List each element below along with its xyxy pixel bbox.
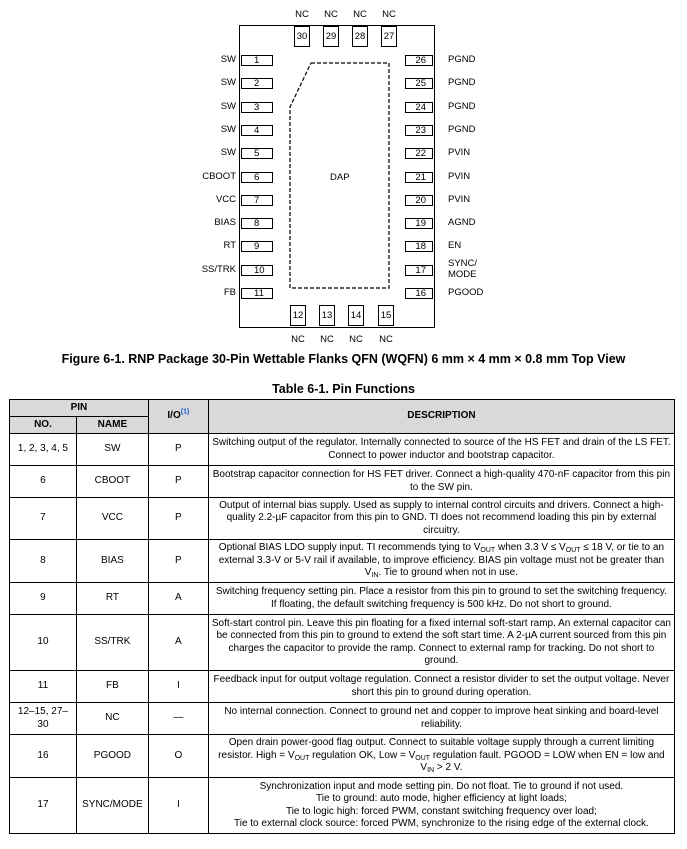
pin-22: 22 xyxy=(405,148,433,159)
pin-1: 1 xyxy=(241,55,273,66)
pin-10: 10 xyxy=(241,265,273,276)
pin-24: 24 xyxy=(405,102,433,113)
pin-4: 4 xyxy=(241,125,273,136)
description-text: regulation OK, Low = V xyxy=(309,749,416,761)
description-text: Soft-start control pin. Leave this pin floating for a fixed internal soft-start ramp. An external capacitor can be connected from this pin to ground to extend the soft start time. A 2-µA current sourced from this pin charges the capacitor to provide the ramp. Connect to external ramp for tracking. Do not short to ground. xyxy=(211,617,671,666)
figure-caption: Figure 6-1. RNP Package 30-Pin Wettable Flanks QFN (WQFN) 6 mm × 4 mm × 0.8 mm Top View xyxy=(61,352,626,366)
description-text: . Tie to ground when not in use. xyxy=(378,567,519,579)
pin-30: 30 xyxy=(294,26,310,47)
pin-20: 20 xyxy=(405,195,433,206)
pin-3: 3 xyxy=(241,102,273,113)
cell-io: P xyxy=(148,540,208,583)
description-text: ≤ 18 V, or tie to an external 3.3-V or 5-V rail if available, to improve efficiency. BIAS pin voltage must not be greater than V xyxy=(218,542,665,579)
cell-io: A xyxy=(148,583,208,615)
description-text: Open drain power-good flag output. Connect to suitable voltage supply through a current limiting resistor. High = V xyxy=(218,737,655,761)
subscript: OUT xyxy=(480,547,496,555)
pin-name-left: FB xyxy=(223,287,236,298)
pin-name-right: PGOOD xyxy=(448,287,484,298)
pin-name-left: SS/TRK xyxy=(201,263,236,275)
cell-name: NC xyxy=(76,703,148,735)
description-text: > 2 V. xyxy=(434,762,463,774)
cell-description xyxy=(208,671,674,703)
cell-io: P xyxy=(148,466,208,498)
cell-no: 9 xyxy=(10,583,77,615)
cell-name: RT xyxy=(76,583,148,615)
footnote-link[interactable]: (1) xyxy=(180,408,190,416)
pin-name-right: SYNC/ MODE xyxy=(448,257,478,280)
nc-label: NC xyxy=(295,9,309,20)
pin-name-right: PGND xyxy=(448,100,476,112)
table-row xyxy=(10,703,675,735)
table-caption: Table 6-1. Pin Functions xyxy=(272,382,415,396)
table-row xyxy=(10,466,675,498)
pin-name-right: PVIN xyxy=(448,147,471,159)
header-io: $I/O^{(1)}$ xyxy=(148,400,208,434)
description-text: Optional BIAS LDO supply input. TI recommends tying to V xyxy=(218,542,481,554)
pin-name-left: SW xyxy=(220,147,236,159)
pin-8: 8 xyxy=(241,218,273,229)
nc-label: NC xyxy=(353,9,367,20)
table-row xyxy=(10,735,675,778)
cell-no: 12–15, 27–30 xyxy=(10,703,77,735)
subscript: IN xyxy=(371,572,379,580)
table-row xyxy=(10,778,675,834)
nc-label: NC xyxy=(324,9,338,20)
cell-io: A xyxy=(148,615,208,671)
pin-name-left: BIAS xyxy=(214,217,236,229)
cell-name: SYNC/MODE xyxy=(76,778,148,834)
header-pin: PIN xyxy=(10,400,149,417)
header-description: DESCRIPTION xyxy=(208,400,674,434)
cell-name: SS/TRK xyxy=(76,615,148,671)
table-row xyxy=(10,671,675,703)
pin-functions-table xyxy=(9,399,675,834)
pin-17: 17 xyxy=(405,265,433,276)
cell-no: 16 xyxy=(10,735,77,778)
cell-io: P xyxy=(148,498,208,540)
pin-12: 12 xyxy=(290,305,306,326)
cell-description xyxy=(208,498,674,540)
pin-name-right: PVIN xyxy=(448,193,471,205)
pin-29: 29 xyxy=(323,26,339,47)
cell-io: P xyxy=(148,434,208,466)
pin-14: 14 xyxy=(348,305,364,326)
description-text: Synchronization input and mode setting pin. Do not float. Tie to ground if not used. Tie to ground: auto mode, higher efficiency at light loads; Tie to logic high: forced PWM, constant switching frequency over load; Tie to external clock source: forced PWM, synchronize to the rising edge of the external clock. xyxy=(233,780,649,829)
cell-no: 1, 2, 3, 4, 5 xyxy=(10,434,77,466)
header-no: NO. xyxy=(10,417,77,434)
cell-description xyxy=(208,540,674,583)
pin-2: 2 xyxy=(241,78,273,89)
pin-7: 7 xyxy=(241,195,273,206)
nc-label: NC xyxy=(320,334,334,345)
cell-name: BIAS xyxy=(76,540,148,583)
pin-28: 28 xyxy=(352,26,368,47)
nc-label: NC xyxy=(349,334,363,345)
pin-26: 26 xyxy=(405,55,433,66)
pin-name-left: SW xyxy=(220,123,236,135)
subscript: IN xyxy=(427,767,435,775)
cell-no: 8 xyxy=(10,540,77,583)
description-text: Output of internal bias supply. Used as supply to internal control circuits and drivers. Connect a high-quality 2.2-µF capacitor from this pin to GND. TI does not recommend loading this pin by external circuitry. xyxy=(219,499,664,536)
cell-io: I xyxy=(148,778,208,834)
pin-21: 21 xyxy=(405,172,433,183)
header-name: NAME xyxy=(76,417,148,434)
pin-name-left: SW xyxy=(220,54,236,65)
cell-description xyxy=(208,703,674,735)
nc-label: NC xyxy=(291,334,305,345)
cell-io: — xyxy=(148,703,208,735)
pin-name-left: VCC xyxy=(215,193,236,205)
cell-description xyxy=(208,778,674,834)
pin-6: 6 xyxy=(241,172,273,183)
dap-label: DAP xyxy=(330,172,350,183)
table-row xyxy=(10,498,675,540)
pin-19: 19 xyxy=(405,218,433,229)
cell-io: I xyxy=(148,671,208,703)
pin-name-left: RT xyxy=(223,240,236,252)
pin-name-left: SW xyxy=(220,100,236,112)
subscript: OUT xyxy=(565,547,581,555)
subscript: OUT xyxy=(415,754,431,762)
cell-name: CBOOT xyxy=(76,466,148,498)
pin-5: 5 xyxy=(241,148,273,159)
pin-11: 11 xyxy=(241,288,273,299)
cell-description xyxy=(208,466,674,498)
nc-label: NC xyxy=(382,9,396,20)
pin-name-right: EN xyxy=(448,240,462,252)
nc-label: NC xyxy=(379,334,393,345)
cell-name: SW xyxy=(76,434,148,466)
table-row xyxy=(10,615,675,671)
pin-25: 25 xyxy=(405,78,433,89)
pin-name-left: SW xyxy=(220,77,236,89)
cell-description xyxy=(208,583,674,615)
pin-name-right: PGND xyxy=(448,77,476,89)
cell-io: O xyxy=(148,735,208,778)
pin-18: 18 xyxy=(405,241,433,252)
description-text: Switching frequency setting pin. Place a resistor from this pin to ground to set the switching frequency. If floating, the default switching frequency is 500 kHz. Do not short to ground. xyxy=(215,586,667,610)
pin-16: 16 xyxy=(405,288,433,299)
pin-name-right: AGND xyxy=(448,217,476,229)
pin-13: 13 xyxy=(319,305,335,326)
cell-no: 6 xyxy=(10,466,77,498)
cell-description xyxy=(208,615,674,671)
pin-9: 9 xyxy=(241,241,273,252)
cell-name: FB xyxy=(76,671,148,703)
description-text: Switching output of the regulator. Internally connected to source of the HS FET and drain of the LS FET. Connect to power inductor and bootstrap capacitor. xyxy=(212,437,671,461)
table-row xyxy=(10,540,675,583)
description-text: Bootstrap capacitor connection for HS FET driver. Connect a high-quality 470-nF capacitor from this pin to the SW pin. xyxy=(212,469,671,493)
cell-name: PGOOD xyxy=(76,735,148,778)
pin-name-right: PGND xyxy=(448,123,476,135)
subscript: OUT xyxy=(294,754,310,762)
description-text: regulation fault. PGOOD = LOW when EN = low and V xyxy=(420,749,665,774)
table-row xyxy=(10,434,675,466)
cell-name: VCC xyxy=(76,498,148,540)
description-text: Feedback input for output voltage regulation. Connect a resistor divider to set the output voltage. Never short this pin to ground during operation. xyxy=(213,674,670,698)
cell-no: 17 xyxy=(10,778,77,834)
cell-no: 11 xyxy=(10,671,77,703)
pin-23: 23 xyxy=(405,125,433,136)
description-text: when 3.3 V ≤ V xyxy=(495,542,566,554)
pin-name-left: CBOOT xyxy=(202,170,236,182)
pin-name-right: PGND xyxy=(448,54,476,65)
description-text: No internal connection. Connect to ground net and copper to improve heat sinking and board-level reliability. xyxy=(224,706,659,730)
table-row xyxy=(10,583,675,615)
pin-name-right: PVIN xyxy=(448,170,471,182)
cell-description xyxy=(208,735,674,778)
pin-15: 15 xyxy=(378,305,394,326)
cell-no: 10 xyxy=(10,615,77,671)
pin-27: 27 xyxy=(381,26,397,47)
cell-no: 7 xyxy=(10,498,77,540)
cell-description xyxy=(208,434,674,466)
